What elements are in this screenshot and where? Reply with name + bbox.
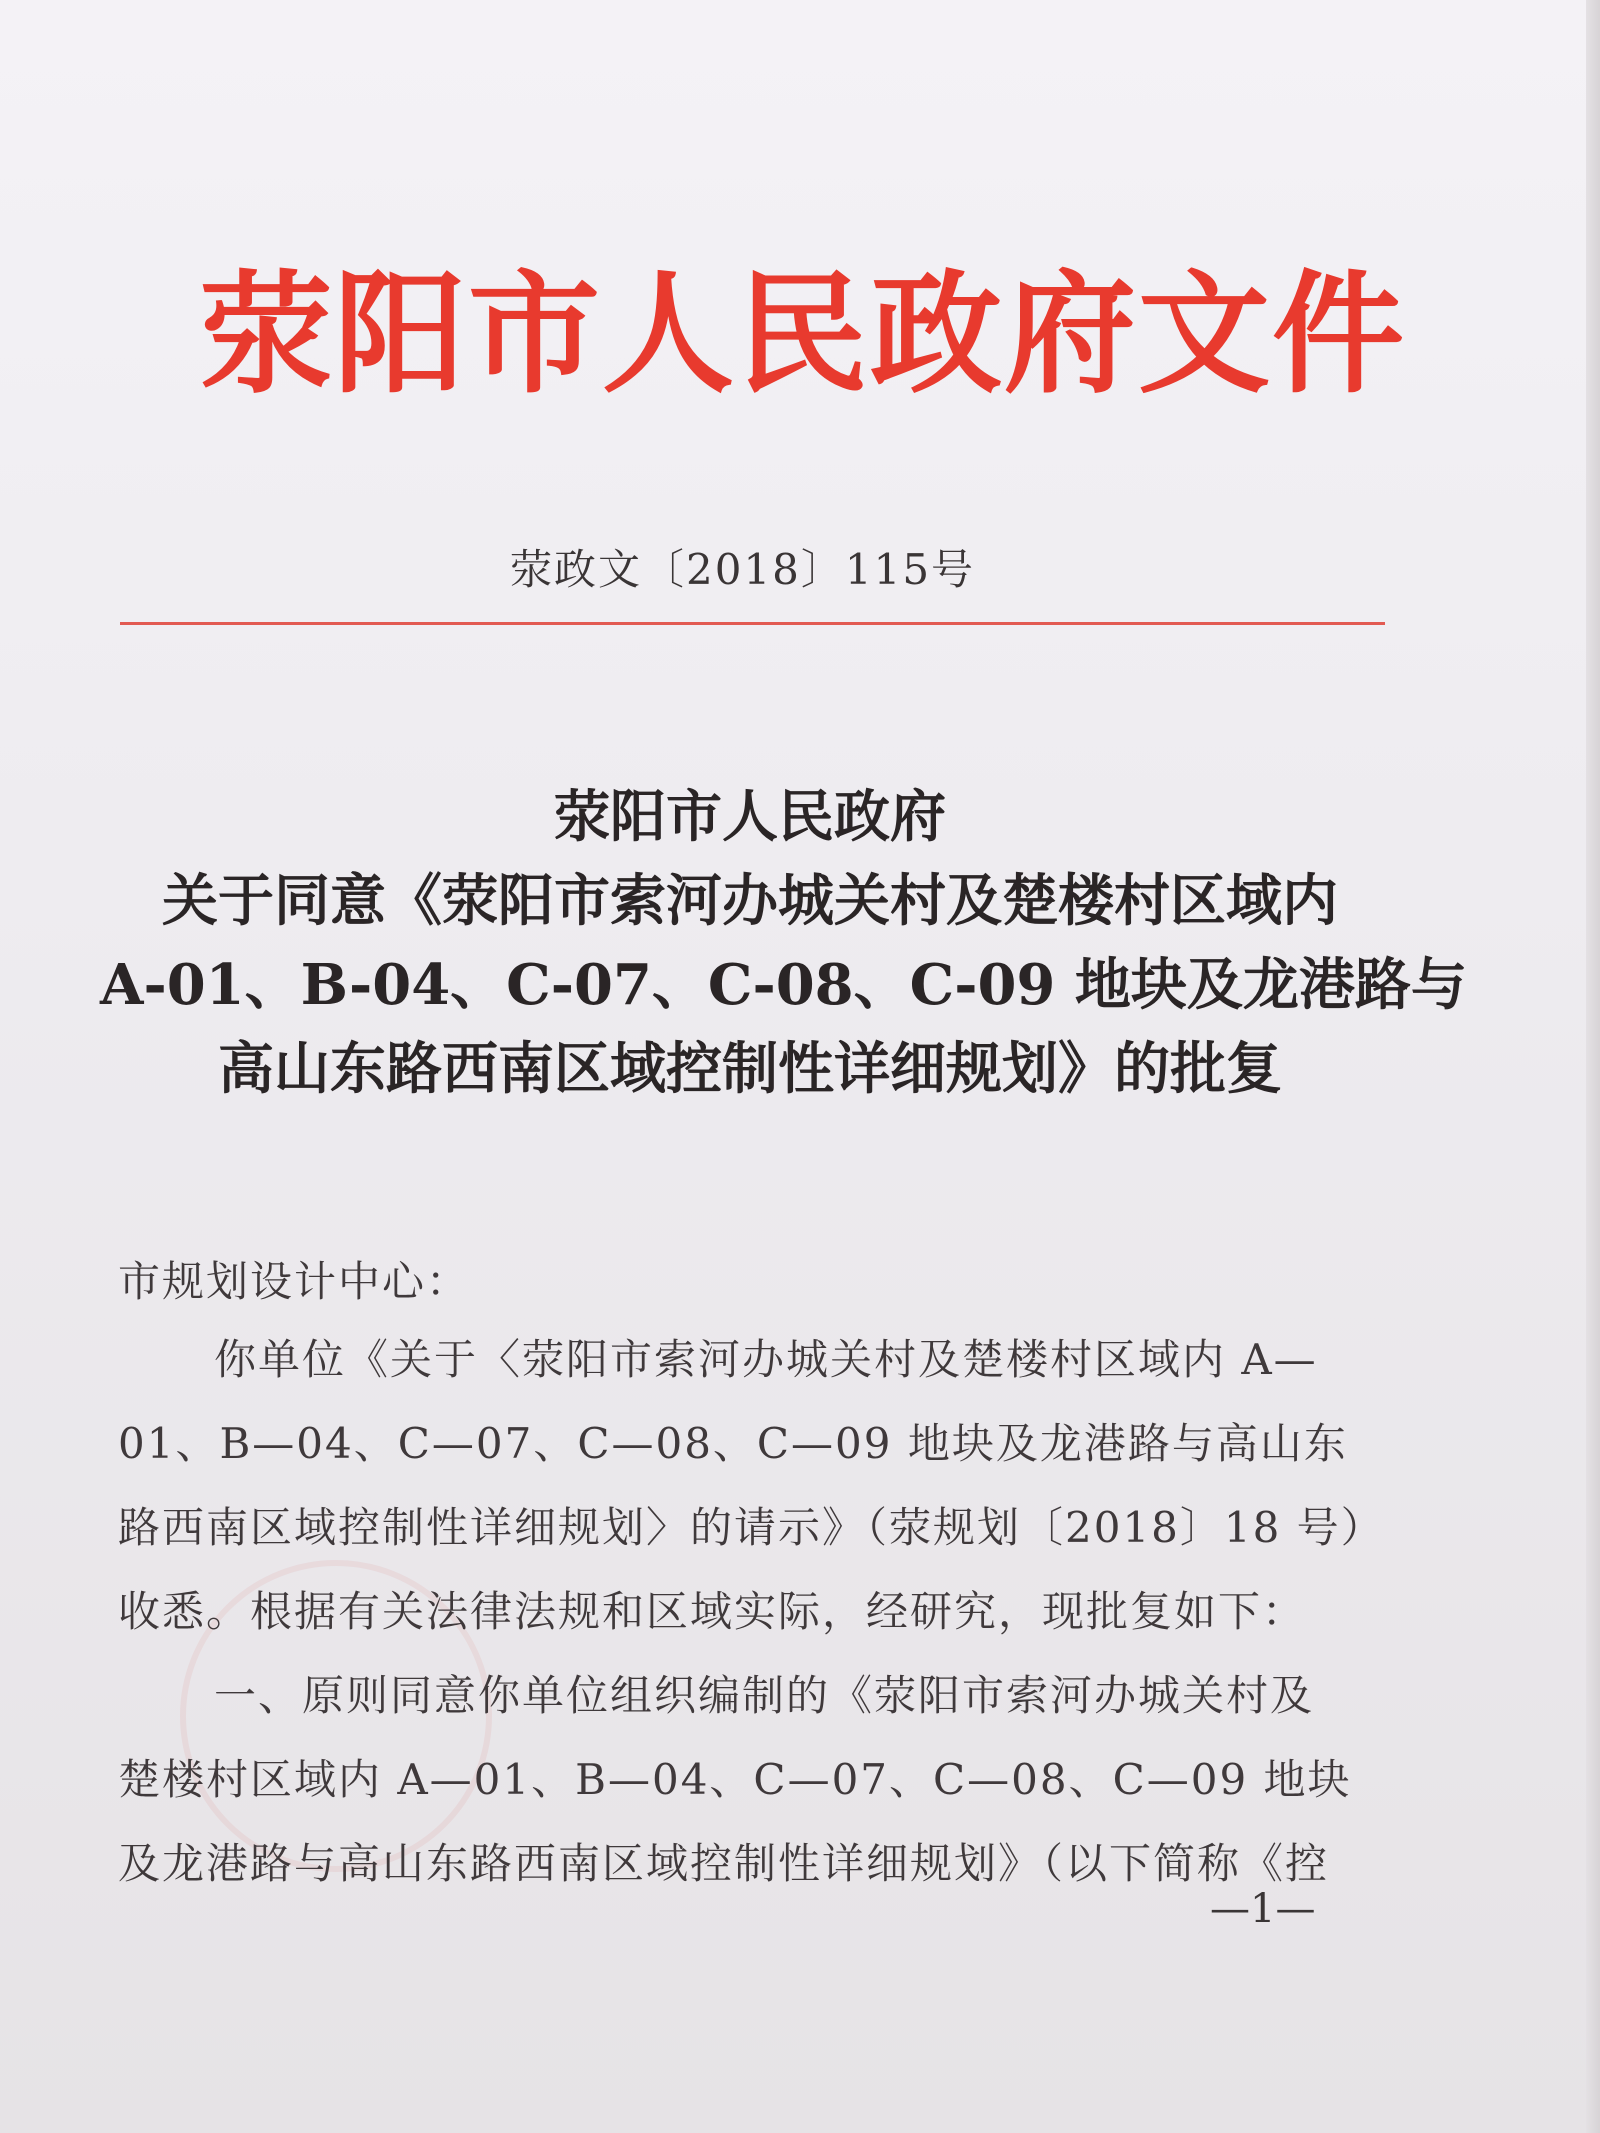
body-line: 路西南区域控制性详细规划〉的请示》（荥规划〔2018〕18 号） <box>118 1503 1385 1552</box>
body-line: 你单位《关于〈荥阳市索河办城关村及楚楼村区域内 A— <box>214 1335 1318 1384</box>
page-edge <box>1586 0 1600 2133</box>
body-line: 楚楼村区域内 A—01、B—04、C—07、C—08、C—09 地块 <box>118 1755 1352 1804</box>
title-line: A-01、B-04、C-07、C-08、C-09 地块及龙港路与 <box>100 952 1467 1018</box>
document-title <box>100 775 1467 1111</box>
body-line: 01、B—04、C—07、C—08、C—09 地块及龙港路与高山东 <box>118 1419 1348 1468</box>
page-number: —1— <box>1210 1886 1316 1932</box>
addressee: 市规划设计中心： <box>118 1257 471 1306</box>
body-line: 及龙港路与高山东路西南区域控制性详细规划》（以下简称《控 <box>118 1839 1330 1888</box>
title-line: 关于同意《荥阳市索河办城关村及楚楼村区域内 <box>162 868 1338 934</box>
title-line: 高山东路西南区域控制性详细规划》的批复 <box>218 1036 1282 1102</box>
document-number: 荥政文〔2018〕115号 <box>510 545 976 594</box>
body-line: 收悉。根据有关法律法规和区域实际，经研究，现批复如下： <box>118 1587 1307 1636</box>
document-body <box>118 1318 1398 1906</box>
body-line: 一、原则同意你单位组织编制的《荥阳市索河办城关村及 <box>214 1671 1315 1720</box>
red-divider-line <box>120 622 1385 625</box>
title-line: 荥阳市人民政府 <box>554 784 946 850</box>
document-header-title: 荥阳市人民政府文件 <box>200 257 1406 412</box>
